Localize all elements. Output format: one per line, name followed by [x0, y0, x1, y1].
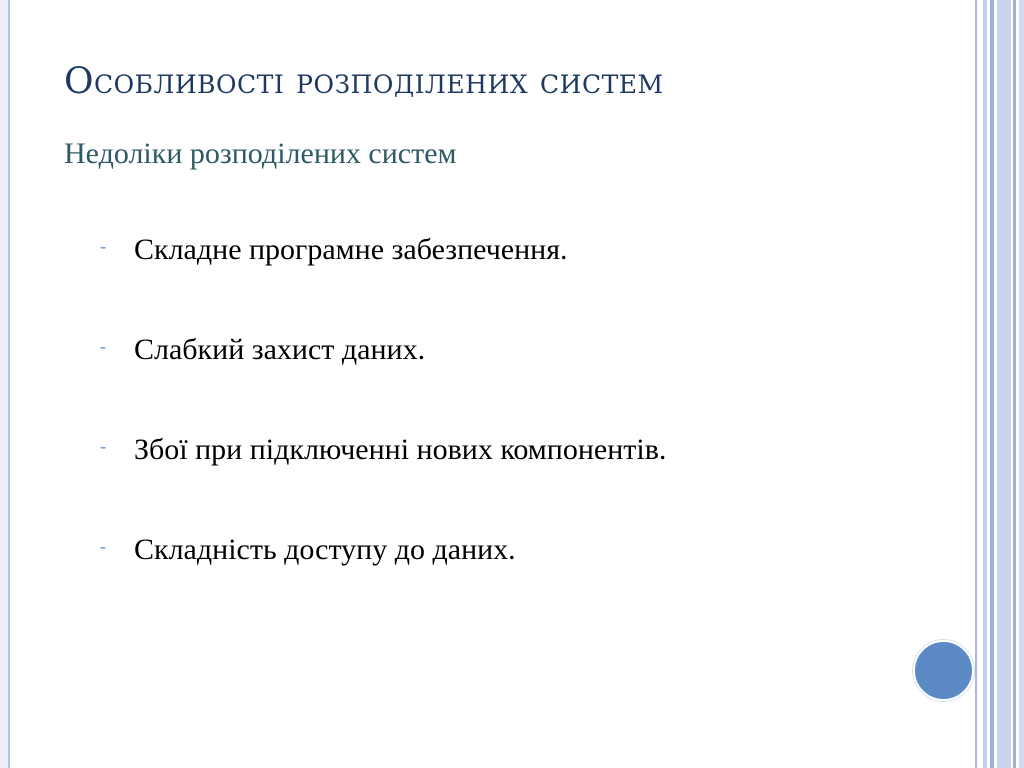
right-stripe-6 [1019, 0, 1024, 768]
dash-bullet-icon: - [100, 236, 106, 256]
slide-title: Особливості розподілених систем [64, 61, 664, 102]
dash-bullet-icon: - [100, 536, 106, 556]
slide-subtitle: Недоліки розподілених систем [64, 137, 457, 170]
right-stripe-1 [975, 0, 977, 768]
right-stripe-4 [997, 0, 1011, 768]
dash-bullet-icon: - [100, 436, 106, 456]
dash-bullet-icon: - [100, 336, 106, 356]
bullet-text: Складне програмне забезпечення. [134, 233, 568, 266]
bullet-text: Складність доступу до даних. [134, 533, 516, 566]
bullet-text: Слабкий захист даних. [134, 333, 426, 366]
bullet-text: Збої при підключенні нових компонентів. [134, 433, 667, 466]
decorative-circle [913, 640, 974, 701]
right-stripe-2 [983, 0, 987, 768]
right-stripe-5 [1013, 0, 1016, 768]
right-stripe-3 [990, 0, 994, 768]
left-edge-stripe [0, 0, 10, 768]
